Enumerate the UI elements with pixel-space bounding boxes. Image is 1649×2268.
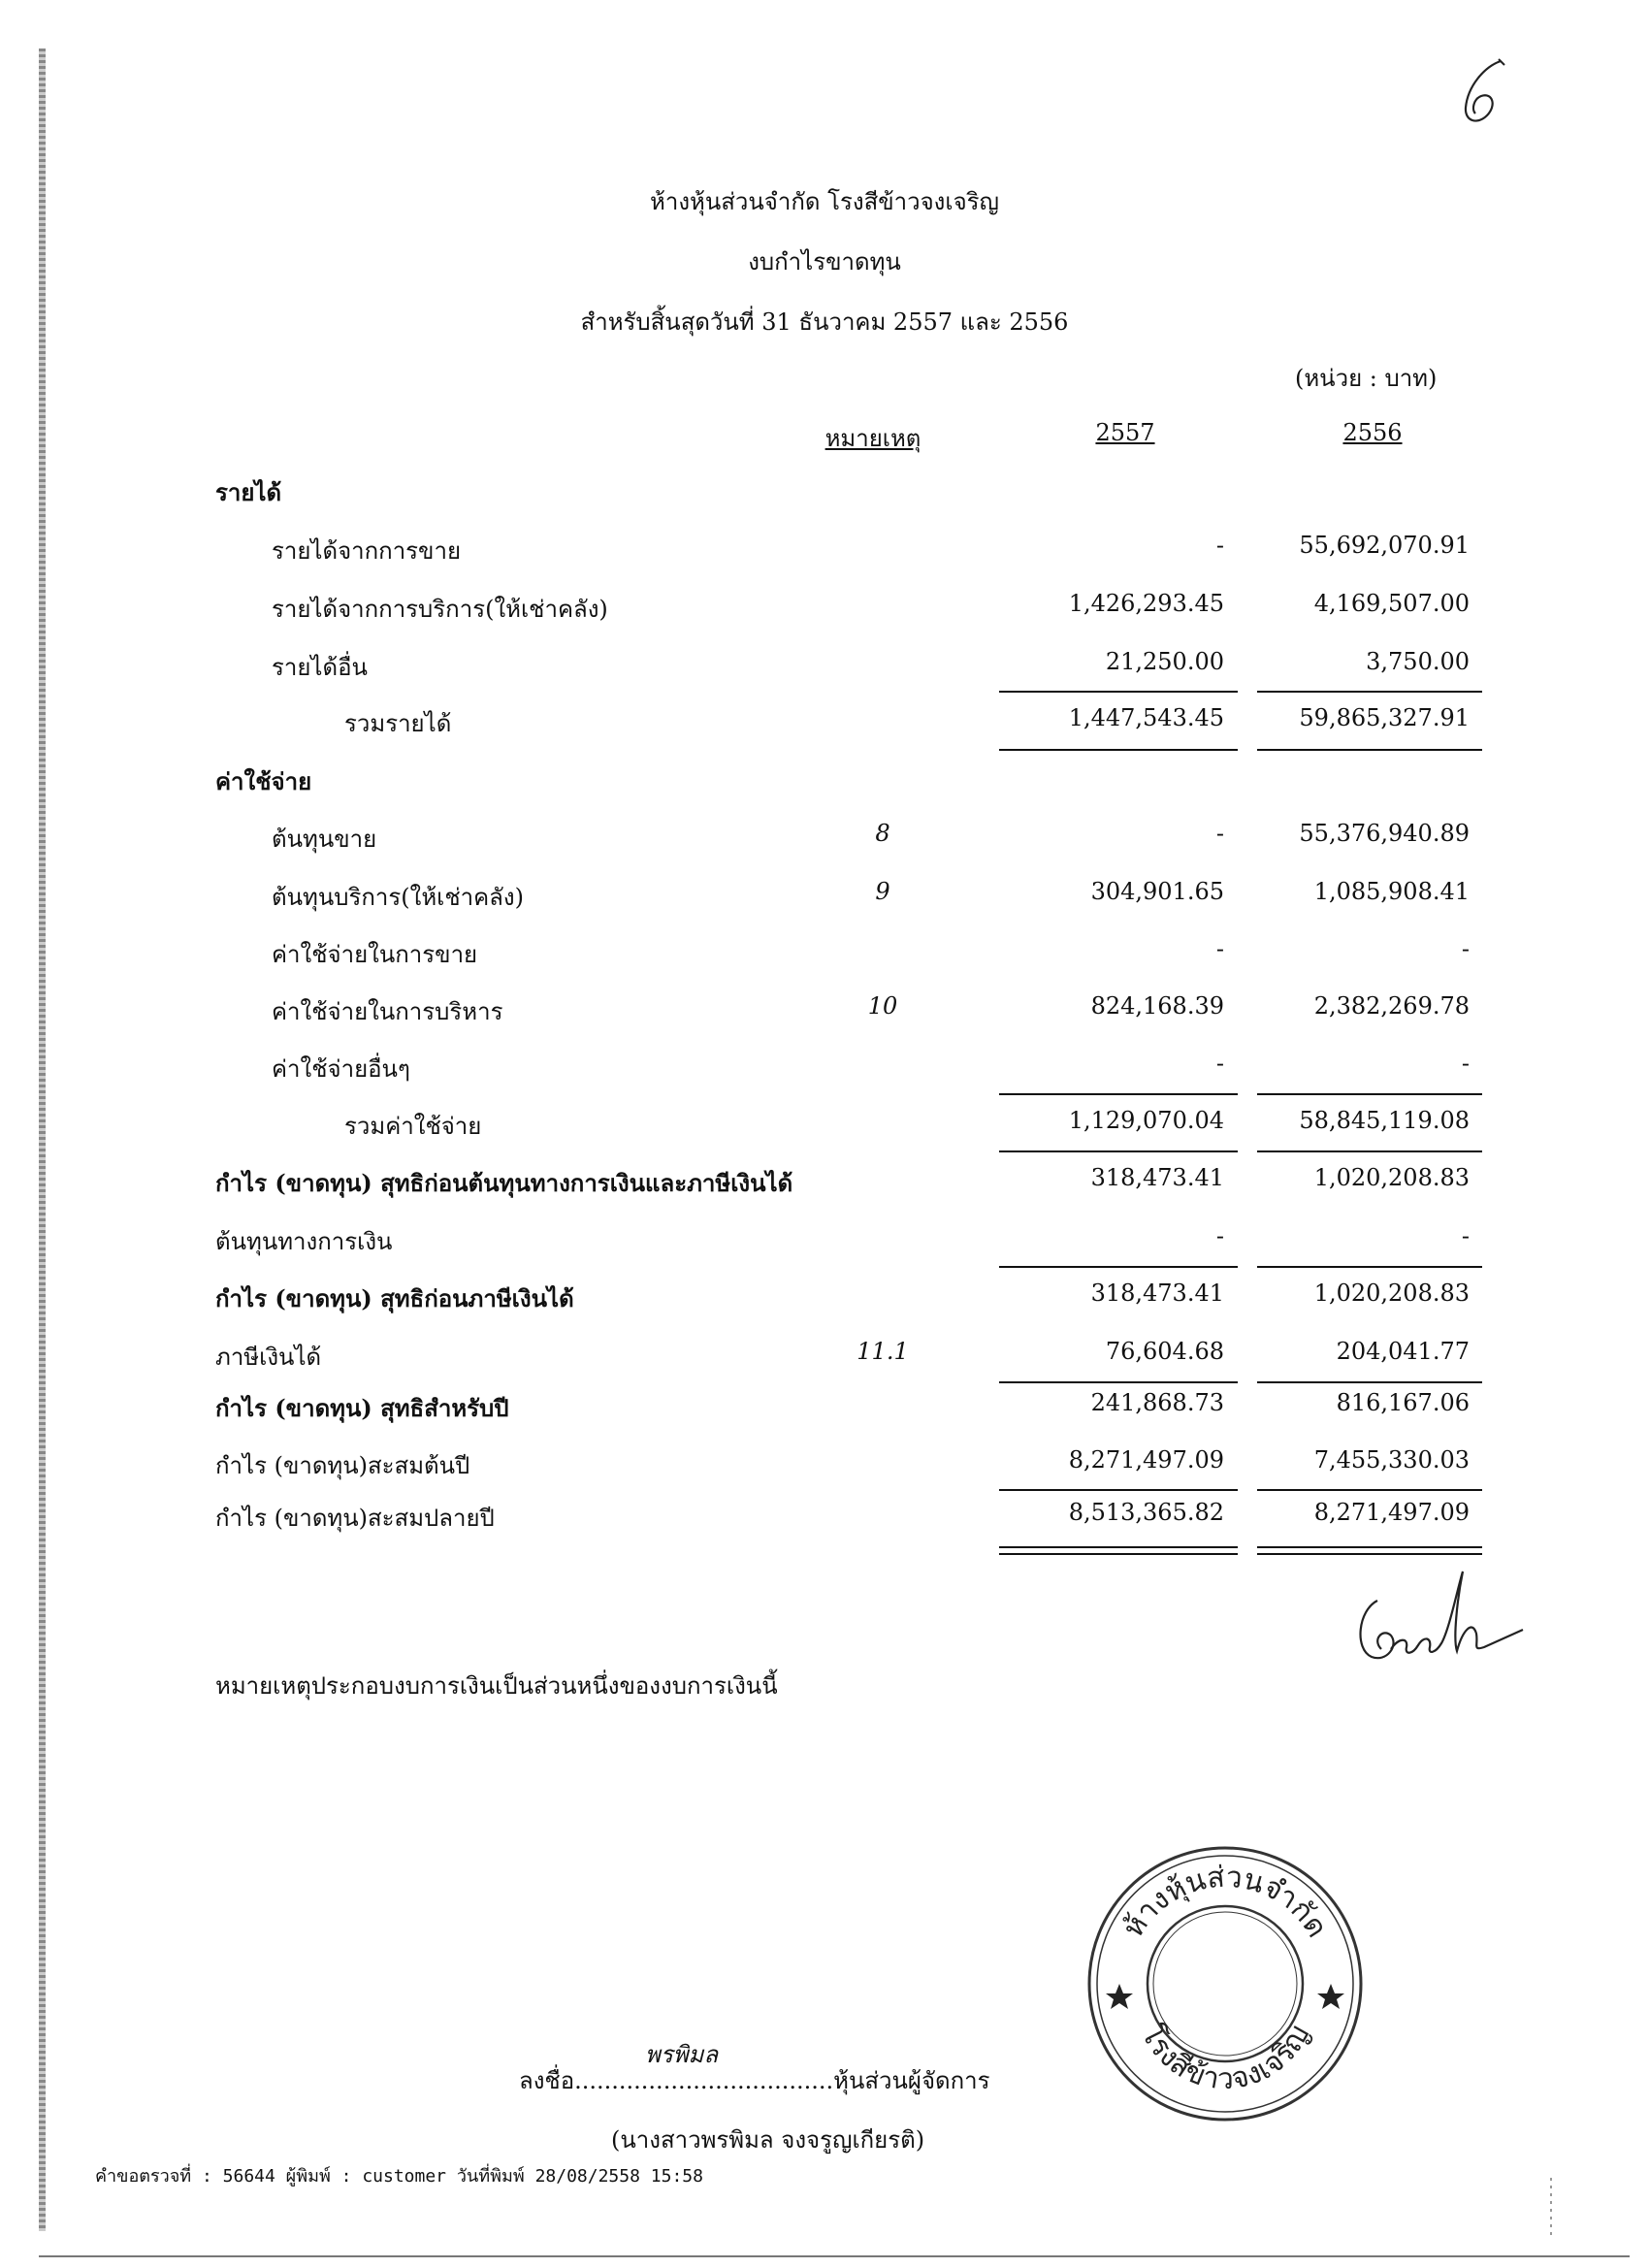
value-2556: 4,169,507.00 [1313, 590, 1470, 617]
table-row [0, 473, 1649, 512]
double-underline [999, 1546, 1238, 1555]
section-heading-expenses: ค่าใช้จ่าย [215, 767, 312, 795]
row-label: กำไร (ขาดทุน) สุทธิสำหรับปี [215, 1394, 509, 1422]
row-label: ค่าใช้จ่ายในการขาย [272, 941, 478, 968]
scan-dots-artifact [1550, 2178, 1552, 2236]
value-2556: - [1461, 1050, 1470, 1077]
subtotal-rule [999, 1489, 1238, 1491]
footnote: หมายเหตุประกอบงบการเงินเป็นส่วนหนึ่งของงบการเงินนี้ [215, 1672, 778, 1700]
table-row [0, 762, 1649, 801]
value-2557: 21,250.00 [1105, 648, 1224, 675]
page-number-text: 6 [1450, 53, 1451, 54]
value-2556: 55,376,940.89 [1299, 820, 1470, 847]
row-label: กำไร (ขาดทุน)สะสมปลายปี [215, 1505, 495, 1532]
value-2556: 1,020,208.83 [1313, 1164, 1470, 1191]
signer-title: หุ้นส่วนผู้จัดการ [833, 2067, 990, 2094]
value-2557: 318,473.41 [1090, 1280, 1224, 1307]
seal-bottom-text: โรงสีข้าวจงเจริญ [1134, 2019, 1317, 2097]
value-2556: 2,382,269.78 [1313, 992, 1470, 1020]
row-label: ค่าใช้จ่ายอื่นๆ [272, 1055, 410, 1083]
total-rule [1257, 1150, 1482, 1152]
signature-line [519, 2061, 990, 2099]
row-label: ภาษีเงินได้ [215, 1344, 322, 1371]
value-2557: 8,271,497.09 [1068, 1446, 1224, 1474]
subtotal-rule [1257, 691, 1482, 693]
value-2557: 824,168.39 [1090, 992, 1224, 1020]
value-2557: 8,513,365.82 [1068, 1499, 1224, 1526]
table-row [0, 1280, 1649, 1318]
table-row [0, 648, 1649, 687]
subtotal-rule [999, 1266, 1238, 1268]
seal-inner-ring-thin [1153, 1912, 1297, 2056]
seal-top-text: ห้างหุ้นส่วนจำกัด [1116, 1860, 1335, 1944]
section-heading-revenue: รายได้ [215, 478, 282, 506]
seal-star-icon-left [1106, 1984, 1133, 2009]
signature-prefix: ลงชื่อ [519, 2067, 575, 2094]
row-label: ค่าใช้จ่ายในการบริหาร [272, 998, 503, 1025]
value-2557: - [1215, 532, 1224, 559]
value-2557: 76,604.68 [1105, 1338, 1224, 1365]
value-2556: - [1461, 935, 1470, 962]
row-label: รายได้จากการขาย [272, 537, 461, 565]
company-name: ห้างหุ้นส่วนจำกัด โรงสีข้าวจงเจริญ [650, 188, 999, 215]
row-label-total-revenue: รวมรายได้ [344, 710, 452, 737]
total-rule [1257, 749, 1482, 751]
value-2556: 59,865,327.91 [1299, 704, 1470, 731]
value-2557: 318,473.41 [1090, 1164, 1224, 1191]
value-2556: 55,692,070.91 [1299, 532, 1470, 559]
seal-star-icon-right [1317, 1984, 1344, 2009]
print-info: คำขอตรวจที่ : 56644 ผู้พิมพ์ : customer วันที่พิมพ์ 28/08/2558 15:58 [95, 2166, 703, 2187]
signer-name: (นางสาวพรพิมล จงจรูญเกียรติ) [611, 2126, 925, 2154]
total-rule [999, 1150, 1238, 1152]
value-2556: 816,167.06 [1336, 1389, 1470, 1416]
row-label-total-expenses: รวมค่าใช้จ่าย [344, 1113, 482, 1140]
subtotal-rule [1257, 1093, 1482, 1095]
note-ref: 10 [867, 992, 898, 1020]
table-row [0, 532, 1649, 570]
table-row [0, 1446, 1649, 1485]
company-seal-stamp [1084, 1843, 1366, 2124]
subtotal-rule [1257, 1381, 1482, 1383]
total-rule [999, 749, 1238, 751]
table-row [0, 1499, 1649, 1538]
column-header-2557: 2557 [1095, 419, 1155, 446]
table-row [0, 1164, 1649, 1203]
value-2557: 241,868.73 [1090, 1389, 1224, 1416]
value-2556: 1,020,208.83 [1313, 1280, 1470, 1307]
subtotal-rule [999, 691, 1238, 693]
value-2557: 1,129,070.04 [1068, 1107, 1224, 1134]
column-header-2556: 2556 [1342, 419, 1403, 446]
value-2556: 3,750.00 [1366, 648, 1470, 675]
value-2557: - [1215, 820, 1224, 847]
note-ref: 9 [875, 878, 890, 905]
column-header-note: หมายเหตุ [824, 425, 922, 452]
row-label: กำไร (ขาดทุน) สุทธิก่อนต้นทุนทางการเงินและภาษีเงินได้ [215, 1169, 793, 1197]
row-label: กำไร (ขาดทุน) สุทธิก่อนภาษีเงินได้ [215, 1284, 574, 1312]
value-2557: - [1215, 935, 1224, 962]
currency-unit: (หน่วย : บาท) [1295, 365, 1438, 392]
handwritten-signature [1348, 1552, 1533, 1688]
subtotal-rule [999, 1093, 1238, 1095]
note-ref: 11.1 [857, 1338, 909, 1365]
row-label: ต้นทุนบริการ(ให้เช่าคลัง) [272, 884, 524, 911]
handwritten-signer-name: พรพิมล [645, 2041, 719, 2068]
value-2556: 7,455,330.03 [1313, 1446, 1470, 1474]
scan-bottom-line [39, 2255, 1630, 2257]
value-2557: 304,901.65 [1090, 878, 1224, 905]
row-label: กำไร (ขาดทุน)สะสมต้นปี [215, 1452, 470, 1479]
signature-dots: ................................... [574, 2067, 834, 2094]
table-row [0, 1107, 1649, 1146]
table-row [0, 878, 1649, 917]
statement-period: สำหรับสิ้นสุดวันที่ 31 ธันวาคม 2557 และ 2556 [580, 308, 1069, 336]
row-label: ต้นทุนขาย [272, 826, 377, 853]
table-row [0, 1050, 1649, 1088]
statement-title: งบกำไรขาดทุน [748, 248, 901, 275]
table-row [0, 590, 1649, 629]
subtotal-rule [1257, 1266, 1482, 1268]
value-2556: 1,085,908.41 [1313, 878, 1470, 905]
table-row [0, 1389, 1649, 1428]
row-label: ต้นทุนทางการเงิน [215, 1228, 393, 1255]
handwritten-page-number [1450, 53, 1518, 131]
table-row [0, 992, 1649, 1031]
note-ref: 8 [875, 820, 890, 847]
table-row [0, 1338, 1649, 1377]
value-2557: - [1215, 1222, 1224, 1249]
value-2557: - [1215, 1050, 1224, 1077]
table-row [0, 1222, 1649, 1261]
subtotal-rule [1257, 1489, 1482, 1491]
table-row [0, 820, 1649, 859]
row-label: รายได้จากการบริการ(ให้เช่าคลัง) [272, 596, 608, 623]
value-2556: 8,271,497.09 [1313, 1499, 1470, 1526]
table-row [0, 704, 1649, 743]
value-2557: 1,447,543.45 [1068, 704, 1224, 731]
row-label: รายได้อื่น [272, 654, 368, 681]
value-2557: 1,426,293.45 [1068, 590, 1224, 617]
table-row [0, 935, 1649, 974]
value-2556: 204,041.77 [1336, 1338, 1470, 1365]
subtotal-rule [999, 1381, 1238, 1383]
value-2556: 58,845,119.08 [1299, 1107, 1470, 1134]
value-2556: - [1461, 1222, 1470, 1249]
